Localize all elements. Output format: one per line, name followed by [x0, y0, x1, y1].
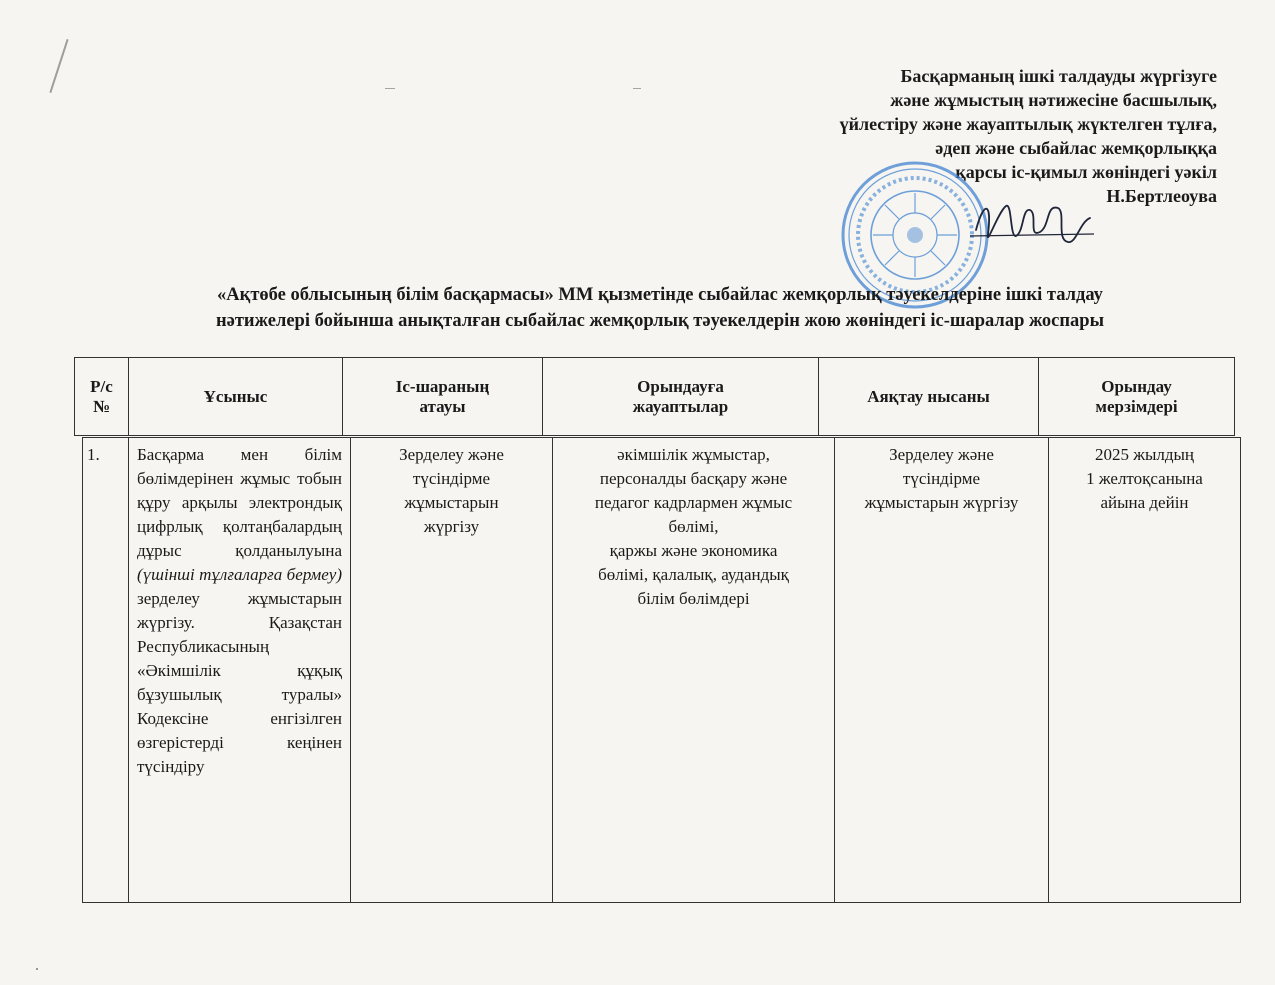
approval-line: қарсы іс-қимыл жөніндегі уәкіл — [955, 162, 1217, 182]
signer-name: Н.Бертлеоува — [1106, 186, 1217, 206]
scan-dot-mark — [385, 88, 395, 89]
scan-dot-mark — [633, 88, 641, 89]
header-proposal: Ұсыныс — [129, 358, 343, 436]
table-row — [83, 438, 1241, 903]
row-event-name: Зерделеу және түсіндірме жұмыстарын жүргізу — [351, 438, 553, 903]
row-responsible: әкімшілік жұмыстар, персоналды басқару және педагог кадрлармен жұмыс бөлімі, қаржы және экономика бөлімі, қалалық, аудандық білім бөлімдері — [553, 438, 835, 903]
row-completion-form: Зерделеу және түсіндірме жұмыстарын жүргізу — [835, 438, 1049, 903]
header-completion-form: Аяқтау нысаны — [819, 358, 1039, 436]
approval-line: әдеп және сыбайлас жемқорлыққа — [935, 138, 1217, 158]
title-line: «Ақтөбе облысының білім басқармасы» ММ қызметінде сыбайлас жемқорлық тәуекелдеріне ішкі талдау — [217, 285, 1103, 305]
header-deadline: Орындау мерзімдері — [1039, 358, 1235, 436]
header-event-name: Іс-шараның атауы — [343, 358, 543, 436]
row-number: 1. — [83, 438, 129, 903]
plan-table-header — [74, 357, 1235, 436]
scan-stroke-mark — [49, 39, 68, 93]
row-proposal: Басқарма мен білім бөлімдерінен жұмыс тобын құру арқылы электрондық цифрлық қолтаңбалардың дұрыс қолданылуына (үшінші тұлғаларға бермеу) зерделеу жұмыстарын жүргізу. Қазақстан Республикасының «Әкімшілік құқық бұзушылық туралы» Кодексіне енгізілген өзгерістерді кеңінен түсіндіру — [129, 438, 351, 903]
document-title — [90, 282, 1230, 334]
plan-table-body — [82, 437, 1241, 903]
approval-line: Басқарманың ішкі талдауды жүргізуге — [900, 66, 1217, 86]
handwritten-signature — [968, 192, 1098, 254]
row-deadline: 2025 жылдың 1 желтоқсанына айына дейін — [1049, 438, 1241, 903]
scan-dot-mark — [36, 968, 38, 970]
approval-line: үйлестіру және жауаптылық жүктелген тұлға, — [839, 114, 1217, 134]
header-number: Р/с № — [75, 358, 129, 436]
approval-line: және жұмыстың нәтижесіне басшылық, — [890, 90, 1217, 110]
header-responsible: Орындауға жауаптылар — [543, 358, 819, 436]
title-line: нәтижелері бойынша анықталған сыбайлас жемқорлық тәуекелдерін жою жөніндегі іс-шаралар жоспары — [215, 311, 1105, 331]
